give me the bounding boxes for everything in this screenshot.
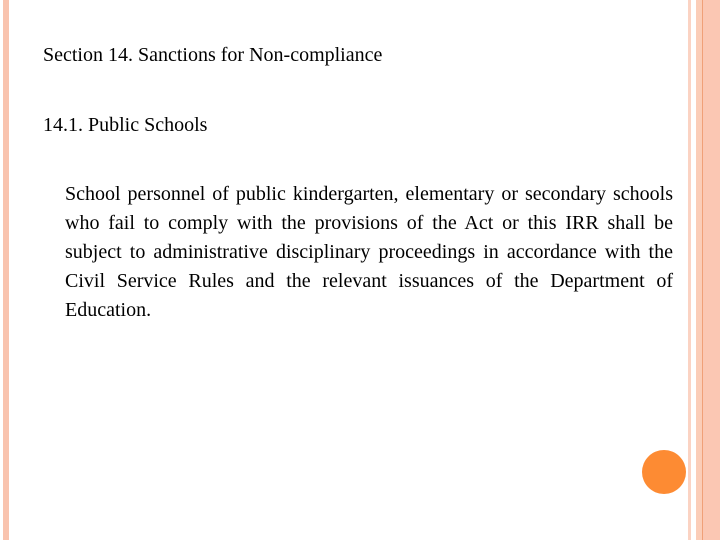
- subsection-title: 14.1. Public Schools: [43, 114, 208, 136]
- orange-circle-icon: [642, 450, 686, 494]
- right-decorative-stripe: [703, 0, 720, 540]
- body-paragraph: School personnel of public kindergarten, elementary or secondary schools who fail to comply with the provisions of the Act or this IRR shall be subject to administrative disciplinary proceedings in accordance with the Civil Service Rules and the relevant issuances of the Department of Education.: [65, 183, 673, 321]
- left-decorative-stripe: [3, 0, 9, 540]
- section-title: Section 14. Sanctions for Non-compliance: [43, 44, 383, 66]
- right-decorative-stripe: [688, 0, 691, 540]
